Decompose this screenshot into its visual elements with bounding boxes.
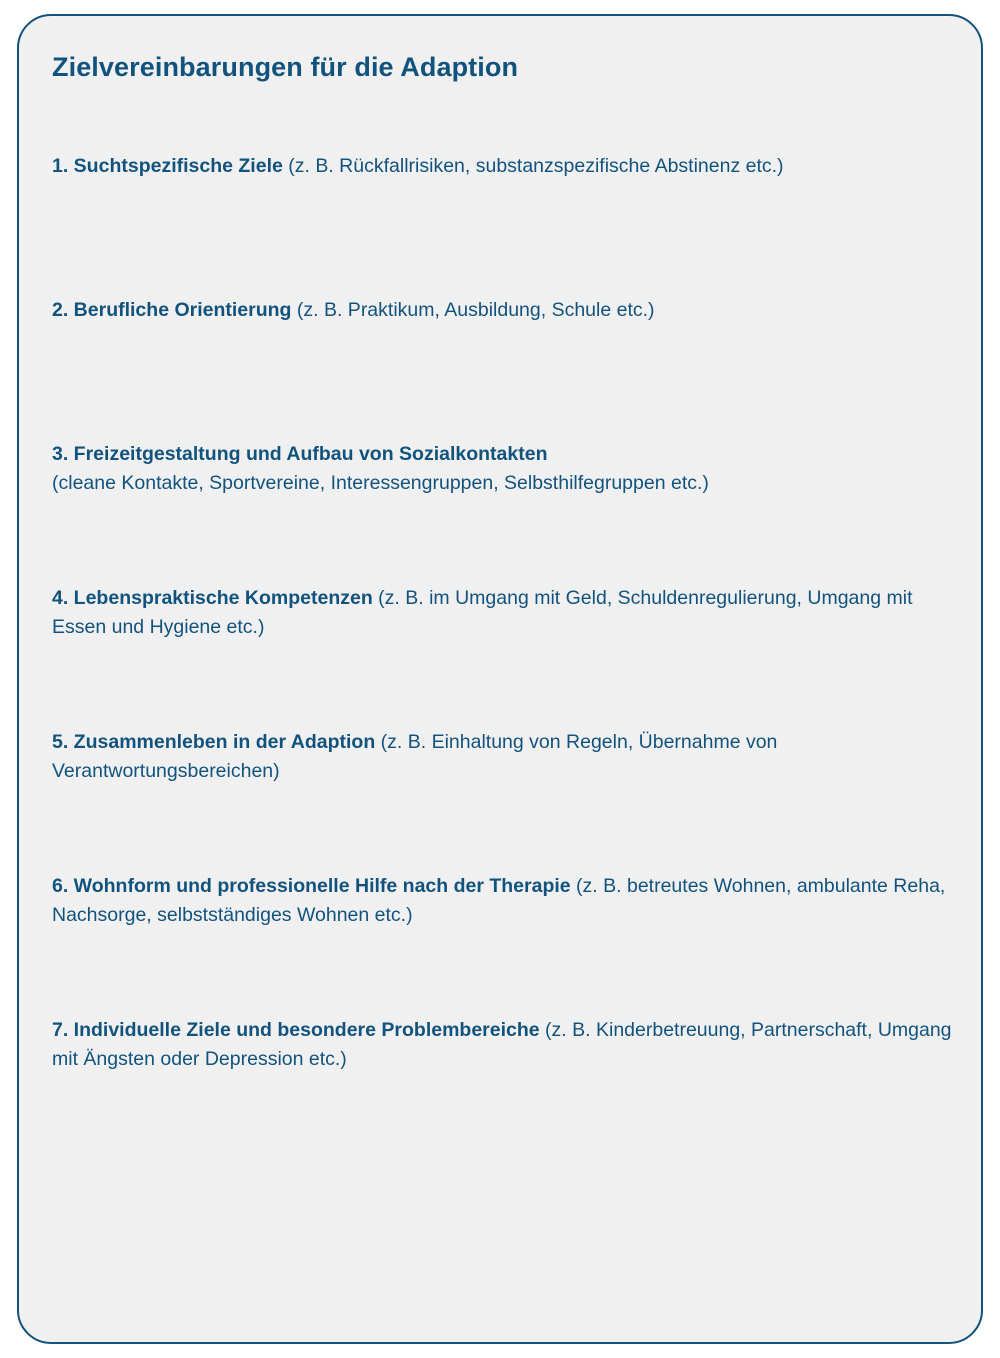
goal-line bbox=[52, 584, 952, 642]
goal-list bbox=[52, 132, 952, 1093]
list-item bbox=[52, 440, 952, 498]
list-item bbox=[52, 152, 952, 181]
list-item bbox=[52, 872, 952, 930]
goal-detail: (z. B. Praktikum, Ausbildung, Schule etc.) bbox=[291, 298, 655, 321]
goal-heading: 7. Individuelle Ziele und besondere Problembereiche bbox=[52, 1018, 540, 1041]
goal-heading: 1. Suchtspezifische Ziele bbox=[52, 154, 283, 177]
goal-heading: 2. Berufliche Orientierung bbox=[52, 298, 292, 321]
list-item bbox=[52, 584, 952, 642]
goal-line bbox=[52, 440, 952, 498]
goal-detail: (z. B. im Umgang mit Geld, Schuldenregulierung, Umgang mit Essen und Hygiene etc.) bbox=[52, 586, 913, 638]
goal-subtext: (cleane Kontakte, Sportvereine, Interessengruppen, Selbsthilfegruppen etc.) bbox=[52, 471, 709, 494]
goal-heading: 4. Lebenspraktische Kompetenzen bbox=[52, 586, 373, 609]
goal-line bbox=[52, 296, 952, 325]
goal-detail: (z. B. Einhaltung von Regeln, Übernahme von Verantwortungsbereichen) bbox=[52, 730, 778, 782]
goals-card bbox=[17, 14, 983, 1344]
goal-heading: 3. Freizeitgestaltung und Aufbau von Sozialkontakten bbox=[52, 442, 548, 465]
goal-line bbox=[52, 872, 952, 930]
goal-detail: (z. B. Kinderbetreuung, Partnerschaft, Umgang mit Ängsten oder Depression etc.) bbox=[52, 1018, 952, 1070]
list-item bbox=[52, 296, 952, 325]
goal-detail: (z. B. Rückfallrisiken, substanzspezifische Abstinenz etc.) bbox=[282, 154, 784, 177]
page-title: Zielvereinbarungen für die Adaption bbox=[52, 52, 519, 82]
goal-heading: 5. Zusammenleben in der Adaption bbox=[52, 730, 376, 753]
goal-line bbox=[52, 1016, 952, 1074]
list-item bbox=[52, 728, 952, 786]
goal-detail: (z. B. betreutes Wohnen, ambulante Reha, Nachsorge, selbstständiges Wohnen etc.) bbox=[52, 874, 946, 926]
list-item bbox=[52, 1016, 952, 1074]
goal-line bbox=[52, 728, 952, 786]
goal-heading: 6. Wohnform und professionelle Hilfe nach der Therapie bbox=[52, 874, 571, 897]
goal-line bbox=[52, 152, 952, 181]
